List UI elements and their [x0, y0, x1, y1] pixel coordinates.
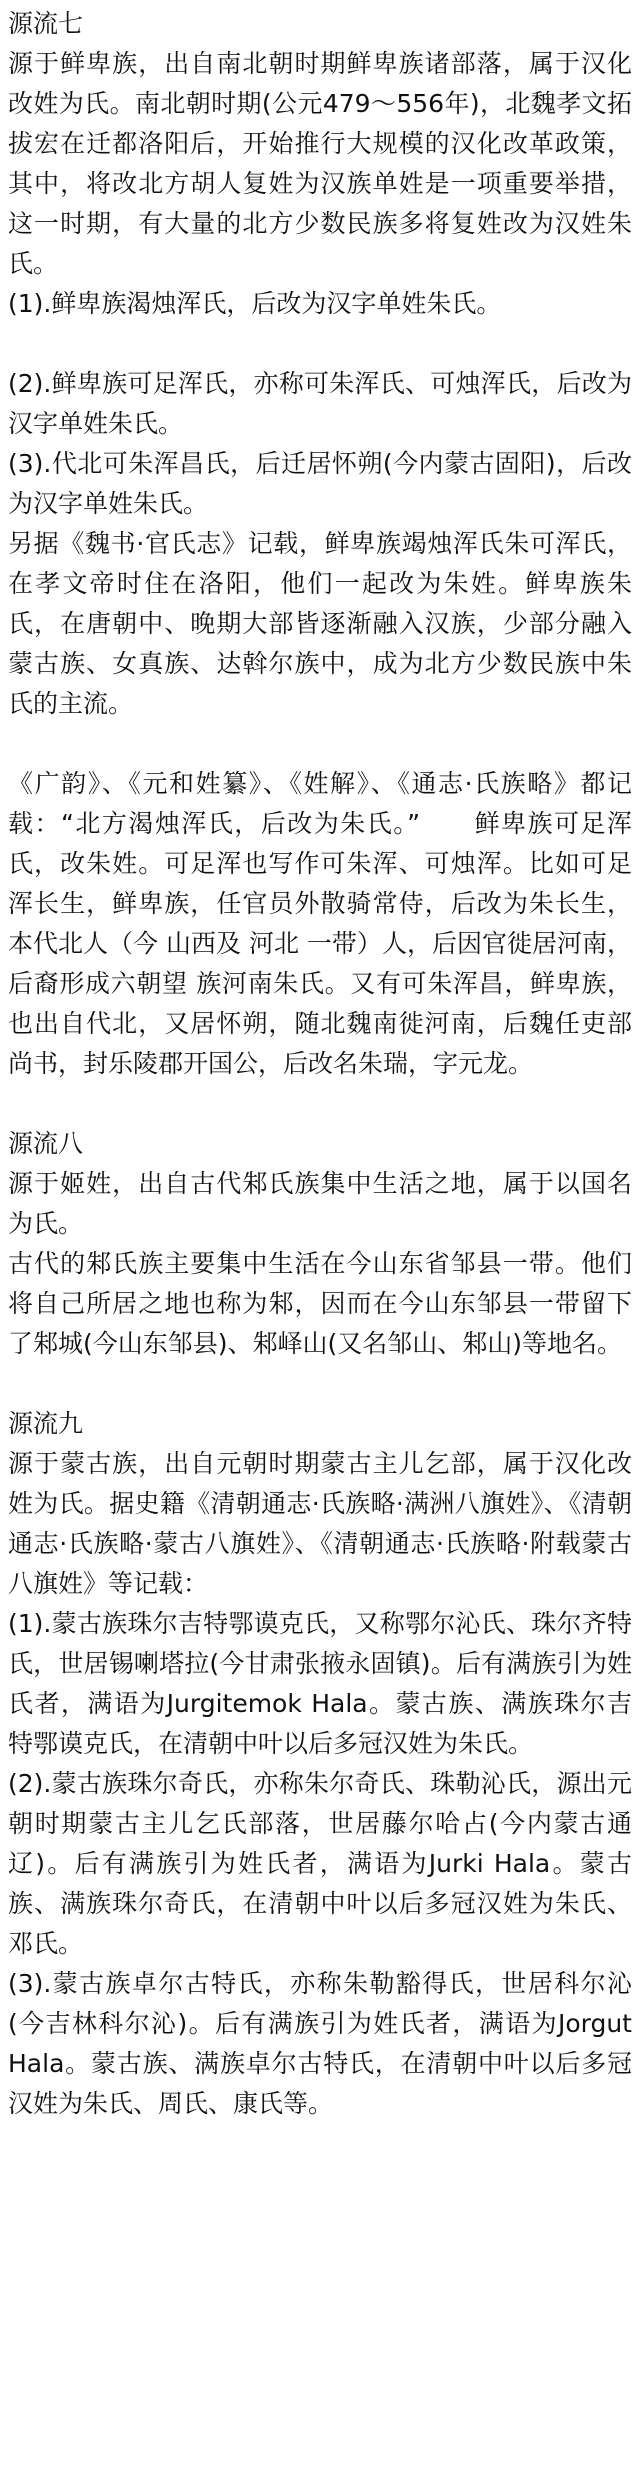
section-source-7	[8, 4, 632, 1084]
section-paragraph: (2).蒙古族珠尔奇氏，亦称朱尔奇氏、珠勒沁氏，源出元朝时期蒙古主儿乞氏部落，世居藤尔哈占(今内蒙古通辽)。后有满族引为姓氏者，满语为Jurki Hala。蒙古族、满族珠尔奇氏，在清朝中叶以后多冠汉姓为朱氏、邓氏。	[8, 1769, 632, 1958]
section-source-8	[8, 1124, 632, 1364]
section-paragraph: 源于蒙古族，出自元朝时期蒙古主儿乞部，属于汉化改姓为氏。据史籍《清朝通志·氏族略·满洲八旗姓》、《清朝通志·氏族略·蒙古八旗姓》、《清朝通志·氏族略·附载蒙古八旗姓》等记载：	[8, 1449, 632, 1598]
section-heading: 源流九	[8, 1409, 84, 1438]
section-paragraph: 源于鲜卑族，出自南北朝时期鲜卑族诸部落，属于汉化改姓为氏。南北朝时期(公元479～556年)，北魏孝文拓拔宏在迁都洛阳后，开始推行大规模的汉化改革政策，其中，将改北方胡人复姓为汉族单姓是一项重要举措，这一时期，有大量的北方少数民族多将复姓改为汉姓朱氏。	[8, 49, 632, 278]
section-heading: 源流七	[8, 9, 84, 38]
section-paragraph: (3).代北可朱浑昌氏，后迁居怀朔(今内蒙古固阳)，后改为汉字单姓朱氏。	[8, 449, 632, 518]
section-paragraph: (1).鲜卑族渴烛浑氏，后改为汉字单姓朱氏。	[8, 289, 502, 318]
section-paragraph: (1).蒙古族珠尔吉特鄂谟克氏，又称鄂尔沁氏、珠尔齐特氏，世居锡喇塔拉(今甘肃张掖永固镇)。后有满族引为姓氏者，满语为Jurgitemok Hala。蒙古族、满族珠尔吉特鄂谟克氏，在清朝中叶以后多冠汉姓为朱氏。	[8, 1609, 632, 1758]
section-paragraph: 源于姬姓，出自古代邾氏族集中生活之地，属于以国名为氏。	[8, 1169, 632, 1238]
section-heading: 源流八	[8, 1129, 84, 1158]
section-source-9	[8, 1404, 632, 2124]
section-paragraph: 《广韵》、《元和姓纂》、《姓解》、《通志·氏族略》都记载：“北方渴烛浑氏，后改为朱氏。” 鲜卑族可足浑氏，改朱姓。可足浑也写作可朱浑、可烛浑。比如可足浑长生，鲜卑族，任官员外散骑常侍，后改为朱长生，本代北人（今 山西及 河北 一带）人，后因官徙居河南，后裔形成六朝望 族河南朱氏。又有可朱浑昌，鲜卑族，也出自代北，又居怀朔，随北魏南徙河南，后魏任吏部尚书，封乐陵郡开国公，后改名朱瑞，字元龙。	[8, 769, 632, 1078]
section-paragraph: 古代的邾氏族主要集中生活在今山东省邹县一带。他们将自己所居之地也称为邾，因而在今山东邹县一带留下了邾城(今山东邹县)、邾峄山(又名邹山、邾山)等地名。	[8, 1249, 632, 1358]
section-paragraph: (3).蒙古族卓尔古特氏，亦称朱勒豁得氏，世居科尔沁(今吉林科尔沁)。后有满族引为姓氏者，满语为Jorgut Hala。蒙古族、满族卓尔古特氏，在清朝中叶以后多冠汉姓为朱氏、周氏、康氏等。	[8, 1969, 632, 2118]
section-paragraph: (2).鲜卑族可足浑氏，亦称可朱浑氏、可烛浑氏，后改为汉字单姓朱氏。	[8, 369, 632, 438]
section-paragraph: 另据《魏书·官氏志》记载，鲜卑族竭烛浑氏朱可浑氏，在孝文帝时住在洛阳，他们一起改为朱姓。鲜卑族朱氏，在唐朝中、晚期大部皆逐渐融入汉族，少部分融入蒙古族、女真族、达斡尔族中，成为北方少数民族中朱氏的主流。	[8, 529, 632, 718]
